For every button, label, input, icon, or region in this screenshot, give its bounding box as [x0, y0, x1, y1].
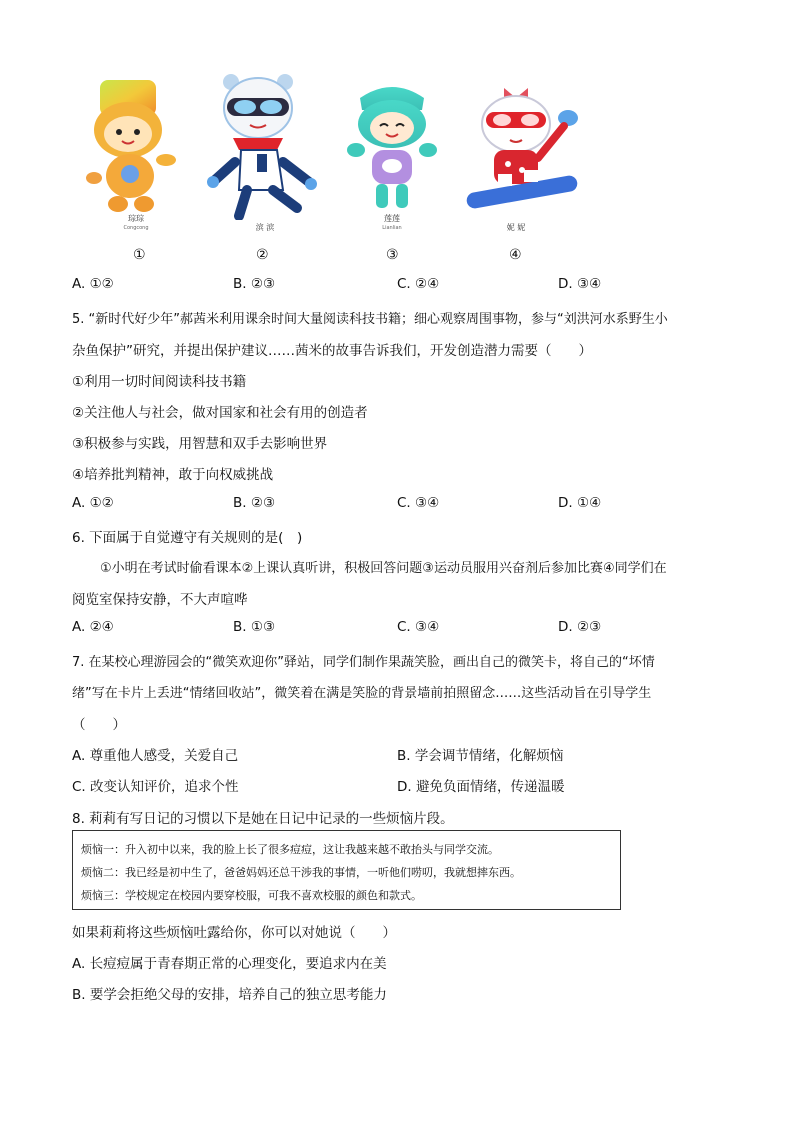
q8-option-b: B. 要学会拒绝父母的安排，培养自己的独立思考能力 — [72, 987, 387, 1003]
q7-stem-line2: 绪”写在卡片上丢进“情绪回收站”，微笑着在满是笑脸的背景墙前拍照留念……这些活动旨在引导学生 — [72, 686, 652, 701]
mascot-pinyin-1: Congcong — [123, 225, 149, 231]
mascot-caption-1 — [96, 213, 176, 231]
q5-item-1: ①利用一切时间阅读科技书籍 — [72, 374, 247, 390]
q5-option-c: C. ③④ — [397, 495, 440, 511]
q8-stem: 8. 莉莉有写日记的习惯以下是她在日记中记录的一些烦恼片段。 — [72, 811, 454, 827]
mascot-caption-2 — [225, 222, 305, 233]
mascot-caption-3 — [352, 213, 432, 231]
q7-option-c: C. 改变认知评价，追求个性 — [72, 779, 239, 795]
q6-body-line2: 阅览室保持安静，不大声喧哗 — [72, 592, 248, 608]
mascot-name-4: 妮 妮 — [506, 223, 526, 232]
mascot-congcong-image — [78, 78, 190, 218]
q7-stem-line1: 7. 在某校心理游园会的“微笑欢迎你”驿站，同学们制作果蔬笑脸，画出自己的微笑卡，将自己的“坏情 — [72, 655, 655, 670]
q5-option-b: B. ②③ — [233, 495, 276, 511]
mascot-name-2: 滨 滨 — [255, 223, 275, 232]
mascot-number-2: ② — [256, 247, 269, 263]
mascot-lianlian-image — [340, 80, 444, 215]
q5-option-d: D. ①④ — [558, 495, 602, 511]
mascot-name-1: 琮琮 — [128, 214, 144, 223]
q6-option-b: B. ①③ — [233, 619, 276, 635]
mascot-name-3: 莲莲 — [384, 214, 400, 223]
q4-option-b: B. ②③ — [233, 276, 276, 292]
mascot-nini-image — [464, 78, 586, 216]
q6-stem: 6. 下面属于自觉遵守有关规则的是( ) — [72, 530, 303, 546]
q4-option-a: A. ①② — [72, 276, 114, 292]
mascot-number-3: ③ — [386, 247, 399, 263]
q7-option-b: B. 学会调节情绪，化解烦恼 — [397, 748, 564, 764]
q5-item-2: ②关注他人与社会，做对国家和社会有用的创造者 — [72, 405, 368, 421]
q8-trouble-1: 烦恼一：升入初中以来，我的脸上长了很多痘痘，这让我越来越不敢抬头与同学交流。 — [81, 843, 499, 856]
q6-option-d: D. ②③ — [558, 619, 602, 635]
mascot-number-4: ④ — [509, 247, 522, 263]
q5-item-4: ④培养批判精神，敢于向权威挑战 — [72, 467, 274, 483]
q7-stem-line3: （ ） — [72, 717, 126, 733]
q8-option-a: A. 长痘痘属于青春期正常的心理变化，要追求内在美 — [72, 956, 387, 972]
q5-stem-line1: 5. “新时代好少年”郝茜米利用课余时间大量阅读科技书籍；细心观察周围事物，参与“刘洪河水系野生小 — [72, 312, 668, 327]
q6-option-a: A. ②④ — [72, 619, 114, 635]
q8-prompt: 如果莉莉将这些烦恼吐露给你，你可以对她说（ ） — [72, 925, 396, 941]
q8-trouble-3: 烦恼三：学校规定在校园内要穿校服，可我不喜欢校服的颜色和款式。 — [81, 889, 422, 902]
q6-body-line1: ①小明在考试时偷看课本②上课认真听讲，积极回答问题③运动员服用兴奋剂后参加比赛④同学们在 — [100, 561, 667, 576]
q8-trouble-2: 烦恼二：我已经是初中生了，爸爸妈妈还总干涉我的事情，一听他们唠叨，我就想摔东西。 — [81, 866, 521, 879]
q5-stem-line2: 杂鱼保护”研究，并提出保护建议……茜米的故事告诉我们，开发创造潜力需要（ ） — [72, 343, 592, 359]
q8-diary-box — [72, 830, 621, 910]
mascot-caption-4 — [476, 222, 556, 233]
mascot-binbin-image — [205, 70, 323, 220]
q5-item-3: ③积极参与实践，用智慧和双手去影响世界 — [72, 436, 328, 452]
q6-option-c: C. ③④ — [397, 619, 440, 635]
q7-option-d: D. 避免负面情绪，传递温暖 — [397, 779, 565, 795]
mascot-number-1: ① — [133, 247, 146, 263]
q7-option-a: A. 尊重他人感受，关爱自己 — [72, 748, 239, 764]
q4-option-d: D. ③④ — [558, 276, 602, 292]
q5-option-a: A. ①② — [72, 495, 114, 511]
mascot-pinyin-3: Lianlian — [382, 225, 402, 231]
q4-option-c: C. ②④ — [397, 276, 440, 292]
